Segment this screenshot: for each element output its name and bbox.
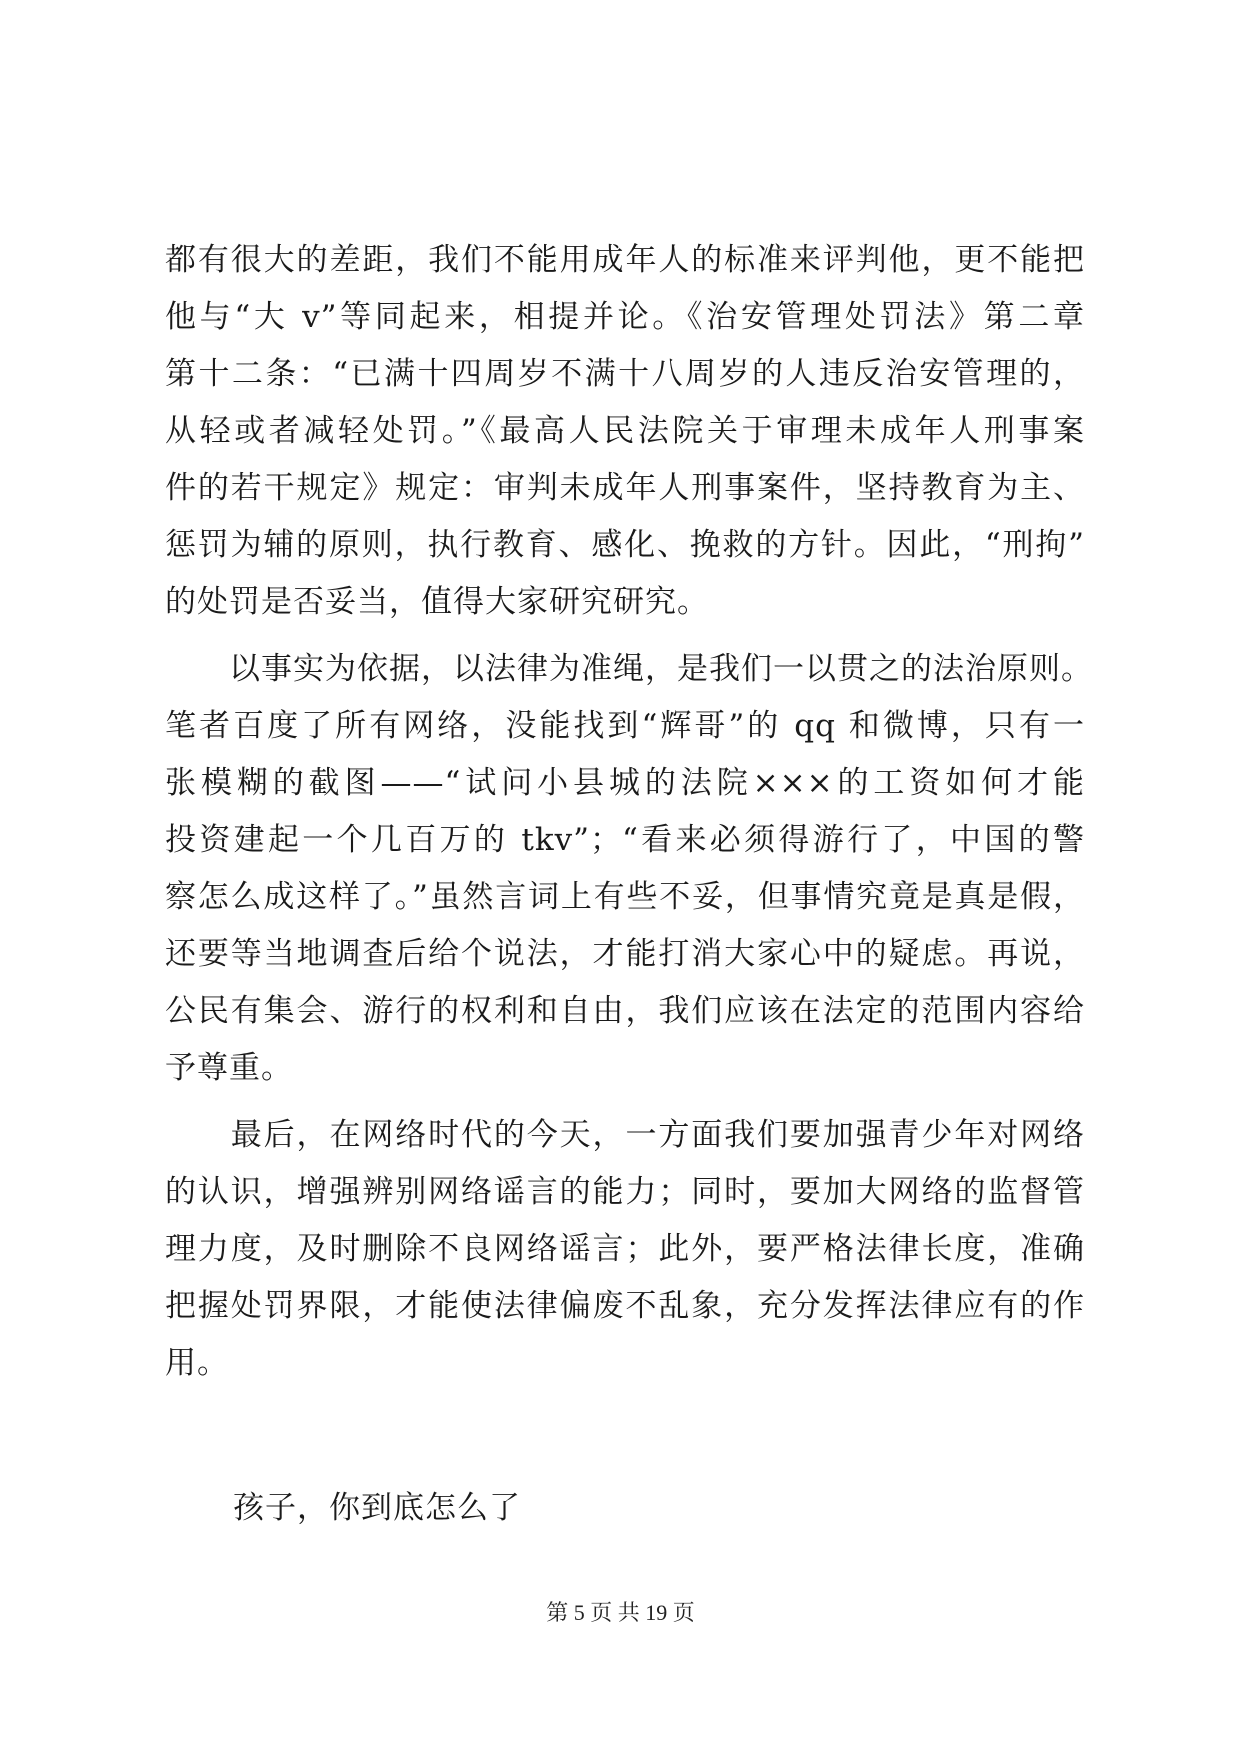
document-body [165,232,1093,1392]
text-line: 的认识，增强辨别网络谣言的能力；同时，要加大网络的监督管 [165,1174,1085,1210]
text-line: 第十二条：“已满十四周岁不满十八周岁的人违反治安管理的， [165,356,1085,392]
text-line: 笔者百度了所有网络，没能找到“辉哥”的 qq 和微博，只有一 [165,708,1085,744]
text-line: 理力度，及时删除不良网络谣言；此外，要严格法律长度，准确 [165,1231,1085,1267]
paragraph [165,232,1085,631]
text-line: 投资建起一个几百万的 tkv”；“看来必须得游行了，中国的警 [165,822,1085,858]
text-line: 从轻或者减轻处罚。”《最高人民法院关于审理未成年人刑事案 [165,413,1085,449]
page-number-footer: 第 5 页 共 19 页 [546,1600,695,1625]
text-line: 予尊重。 [165,1050,293,1086]
text-line: 张模糊的截图——“试问小县城的法院×××的工资如何才能 [165,765,1085,801]
text-line: 件的若干规定》规定：审判未成年人刑事案件，坚持教育为主、 [165,470,1085,506]
paragraph [165,1107,1085,1392]
text-line: 把握处罚界限，才能使法律偏废不乱象，充分发挥法律应有的作 [165,1288,1085,1324]
paragraph-spacer [165,631,1085,641]
text-line: 公民有集会、游行的权利和自由，我们应该在法定的范围内容给 [165,993,1085,1029]
text-line: 惩罚为辅的原则，执行教育、感化、挽救的方针。因此，“刑拘” [165,527,1085,563]
text-line: 最后，在网络时代的今天，一方面我们要加强青少年对网络 [165,1117,1085,1153]
section-heading: 孩子，你到底怎么了 [233,1490,521,1526]
text-line: 的处罚是否妥当，值得大家研究研究。 [165,584,709,620]
text-line: 以事实为依据，以法律为准绳，是我们一以贯之的法治原则。 [165,651,1093,687]
text-line: 都有很大的差距，我们不能用成年人的标准来评判他，更不能把 [165,242,1085,278]
text-line: 还要等当地调查后给个说法，才能打消大家心中的疑虑。再说， [165,936,1085,972]
text-line: 他与“大 v”等同起来，相提并论。《治安管理处罚法》第二章 [165,299,1085,335]
paragraph-spacer [165,1097,1085,1107]
paragraph [165,641,1093,1097]
text-line: 察怎么成这样了。”虽然言词上有些不妥，但事情究竟是真是假， [165,879,1085,915]
text-line: 用。 [165,1345,229,1381]
